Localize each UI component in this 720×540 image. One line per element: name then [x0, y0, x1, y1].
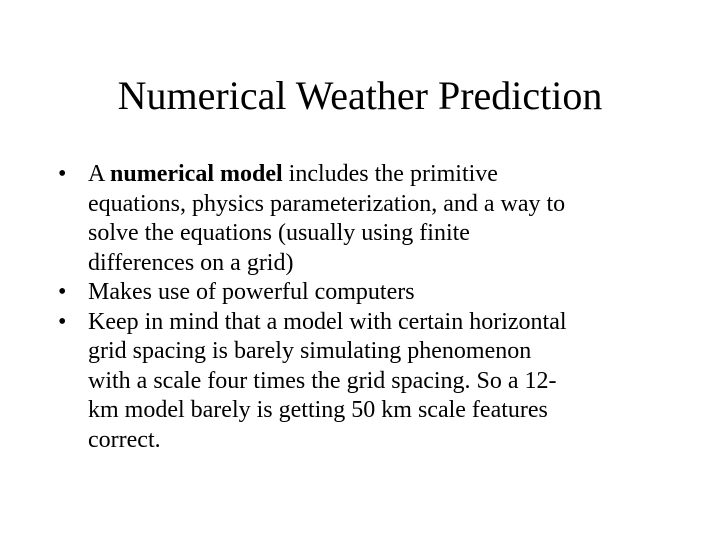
bullet-line: solve the equations (usually using finite — [88, 220, 470, 246]
bullet-point-icon: • — [58, 279, 67, 305]
bullet-line: with a scale four times the grid spacing. So a 12- — [88, 367, 557, 394]
bullet-point-icon: • — [58, 308, 67, 335]
bullet-point-icon: • — [58, 161, 67, 187]
text-segment: includes the primitive — [282, 161, 498, 187]
bullet-list — [58, 160, 668, 455]
bullet-item-numerical-model — [58, 160, 668, 278]
bullet-line: Makes use of powerful computers — [88, 279, 415, 305]
bullet-line — [88, 160, 668, 190]
bullet-line: grid spacing is barely simulating phenomenon — [88, 338, 532, 364]
bullet-line: Keep in mind that a model with certain horizontal — [88, 308, 567, 335]
bullet-line: km model barely is getting 50 km scale features — [88, 397, 548, 423]
bullet-item-grid-spacing — [58, 308, 668, 456]
bold-term: numerical model — [110, 161, 283, 187]
slide-title: Numerical Weather Prediction — [117, 73, 603, 118]
bullet-line: equations, physics parameterization, and a way to — [88, 190, 566, 217]
text-segment: A — [88, 161, 111, 187]
bullet-line: correct. — [88, 426, 161, 453]
bullet-line: differences on a grid) — [88, 249, 294, 276]
bullet-item-computers — [58, 278, 668, 308]
